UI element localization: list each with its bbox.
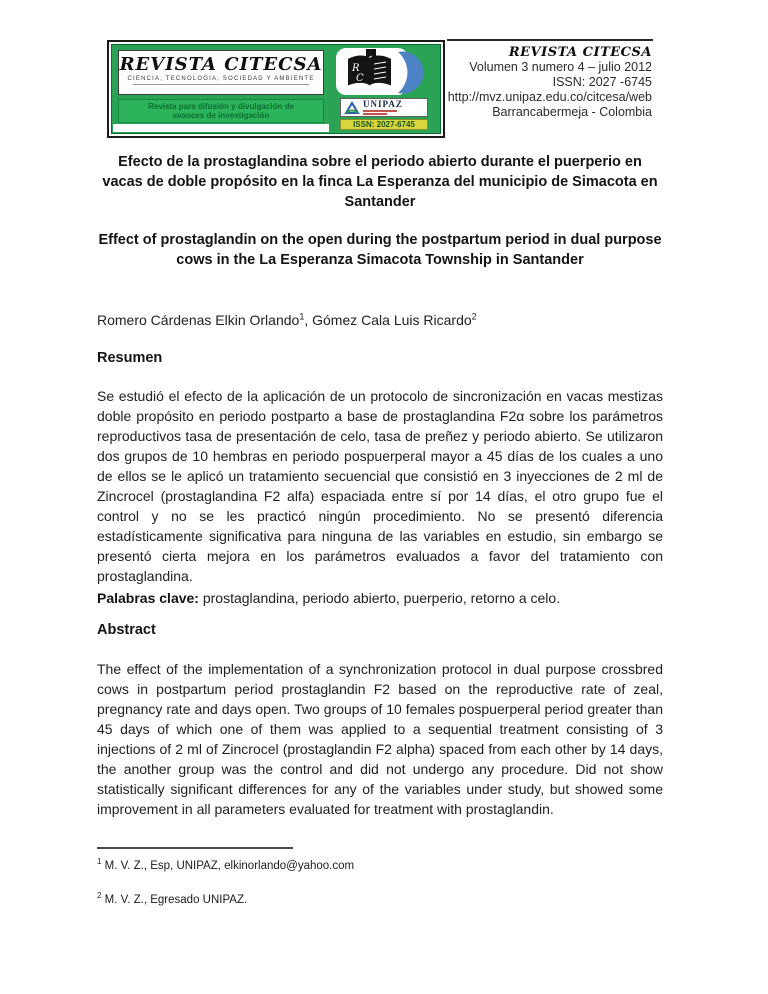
journal-name: REVISTA CITECSA xyxy=(508,45,652,60)
journal-location: Barrancabermeja - Colombia xyxy=(492,105,652,119)
unipaz-label: UNIPAZ xyxy=(363,99,403,109)
journal-issn: ISSN: 2027 -6745 xyxy=(552,75,652,89)
header-top-rule xyxy=(447,39,653,41)
footnote-1 xyxy=(97,859,657,873)
journal-volume: Volumen 3 numero 4 – julio 2012 xyxy=(469,60,652,74)
author-1-footnote-mark: 1 xyxy=(299,311,305,322)
logo-journal-title: REVISTA CITECSA xyxy=(119,54,323,75)
logo-subtitle-divider xyxy=(133,84,308,85)
svg-text:R: R xyxy=(352,63,360,74)
authors-separator: , xyxy=(304,312,313,328)
footnote-2-text: M. V. Z., Egresado UNIPAZ. xyxy=(101,894,248,906)
author-1: Romero Cárdenas Elkin Orlando xyxy=(97,312,300,328)
article-title-spanish: Efecto de la prostaglandina sobre el periodo abierto durante el puerperio en vacas de doble propósito en la finca La Esperanza del municipio de Simacota en Santander xyxy=(102,154,658,210)
abstract-heading: Abstract xyxy=(97,622,156,638)
logo-issn-strip: ISSN: 2027-6745 xyxy=(340,119,428,130)
resumen-paragraph: Se estudió el efecto de la aplicación de un protocolo de sincronización en vacas mestizas doble propósito en periodo postparto a base de prostaglandina F2α sobre los parámetros reproductivos tasa de presentación de celo, tasa de preñez y periodo abierto. Se utilizaron dos grupos de 10 hembras en periodo pospuerperal mayor a 45 días de los cuales a uno de ellos se le aplicó un tratamiento secuencial que consistió en 3 inyecciones de 2 ml de Zincrocel (prostaglandina F2 alfa) espaciada entre sí por 14 días, el otro grupo fue el control y no se les practicó ningún procedimiento. No se presentó diferencia estadísticamente significativa para ninguna de las variables en estudio, sin embargo se presentó cierta mejora en los parámetros evaluados a favor del tratamiento con prostaglandina. xyxy=(97,388,663,584)
svg-text:C: C xyxy=(356,73,364,84)
footnote-2-mark: 2 xyxy=(97,891,102,901)
abstract-paragraph: The effect of the implementation of a synchronization protocol in dual purpose crossbred cows in postpartum period prostaglandin F2 based on the reproductive rate of zeal, pregnancy rate and days open. Two groups of 10 females pospuerperal period greater than 45 days of which one of them was applied to a sequential treatment consisting of 3 injections of 2 ml of Zincrocel (prostaglandin F2 alpha) spaced from each other by 14 days, the another group was the control and did not undergo any procedure. Did not show statistically significant differences for any of the variables under study, but showed some improvement in all parameters evaluated for treatment with prostaglandin. xyxy=(97,661,663,817)
logo-title-panel xyxy=(118,50,324,95)
footnote-2 xyxy=(97,893,657,907)
logo-bottom-strip xyxy=(113,124,329,132)
logo-journal-subtitle: CIENCIA, TECNOLOGIA, SOCIEDAD Y AMBIENTE xyxy=(127,76,315,82)
footnote-1-text: M. V. Z., Esp, UNIPAZ, elkinorlando@yahoo.com xyxy=(101,860,355,872)
resumen-heading: Resumen xyxy=(97,350,163,366)
author-2-footnote-mark: 2 xyxy=(471,311,477,322)
journal-info-block xyxy=(332,45,652,120)
authors-line xyxy=(97,311,663,329)
journal-url: http://mvz.unipaz.edu.co/citcesa/web xyxy=(447,90,652,104)
keywords-label: Palabras clave: xyxy=(97,590,199,606)
footnote-rule xyxy=(97,847,293,849)
keywords-text: prostaglandina, periodo abierto, puerperio, retorno a celo. xyxy=(198,590,561,606)
logo-tagline-band: Revista para difusión y divulgación de avances de investigación xyxy=(118,99,324,123)
article-title-english: Effect of prostaglandin on the open during the postpartum period in dual purpose cows in the La Esperanza Simacota Township in Santander xyxy=(98,232,662,268)
footnote-1-mark: 1 xyxy=(97,857,102,867)
author-2: Gómez Cala Luis Ricardo xyxy=(312,312,472,328)
keywords-line xyxy=(97,588,663,608)
